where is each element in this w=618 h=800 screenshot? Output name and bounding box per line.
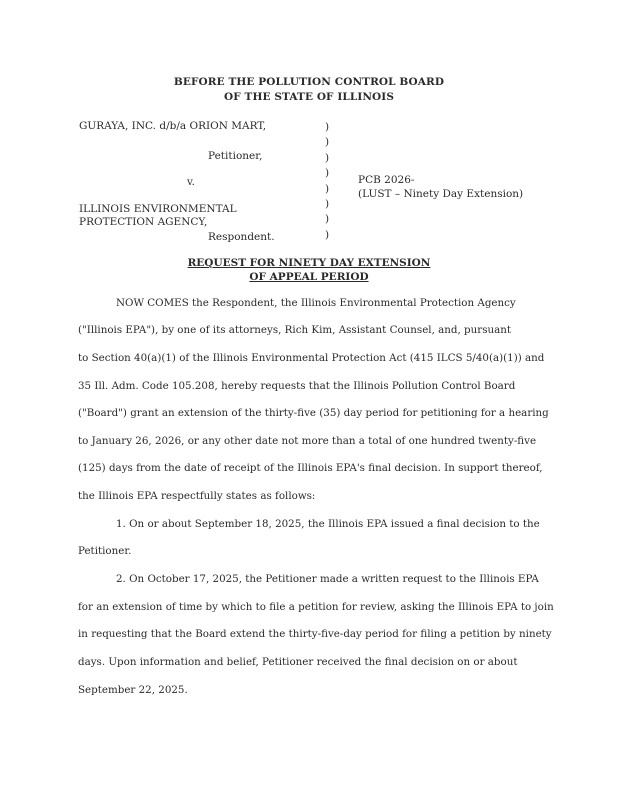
body-line: the Illinois EPA respectfully states as follows: [78, 490, 316, 502]
body-line: to January 26, 2026, or any other date not more than a total of one hundred twenty-five [78, 435, 537, 447]
paragraph-2-line: September 22, 2025. [78, 684, 188, 696]
body-line: NOW COMES the Respondent, the Illinois Environmental Protection Agency [116, 297, 516, 309]
case-number: PCB 2026- [358, 174, 415, 186]
paragraph-2-line: days. Upon information and belief, Petitioner received the final decision on or about [78, 656, 518, 668]
body-line: ("Illinois EPA"), by one of its attorneys, Rich Kim, Assistant Counsel, and, pursuant [78, 324, 512, 336]
respondent-role: Respondent. [208, 231, 275, 243]
board-header-line-1: BEFORE THE POLLUTION CONTROL BOARD [173, 76, 445, 88]
versus-label: v. [187, 176, 196, 188]
document-title-line-2: OF APPEAL PERIOD [249, 271, 369, 283]
paragraph-1-line: Petitioner. [78, 545, 132, 557]
paragraph-2-line: for an extension of time by which to file a petition for review, asking the Illinois EPA to join [78, 601, 554, 613]
board-header-line-2: OF THE STATE OF ILLINOIS [224, 91, 394, 103]
body-line: to Section 40(a)(1) of the Illinois Environmental Protection Act (415 ILCS 5/40(a)(1)) and [78, 352, 545, 364]
body-line: 35 Ill. Adm. Code 105.208, hereby requests that the Illinois Pollution Control Board [78, 380, 516, 392]
case-type: (LUST – Ninety Day Extension) [358, 188, 524, 200]
respondent-name-line-2: PROTECTION AGENCY, [79, 216, 208, 228]
caption-brackets: ) ) ) ) ) ) ) ) [325, 121, 330, 241]
paragraph-2-line: in requesting that the Board extend the thirty-five-day period for filing a petition by ninety [78, 628, 552, 640]
body-line: ("Board") grant an extension of the thirty-five (35) day period for petitioning for a hearing [78, 407, 549, 419]
petitioner-role: Petitioner, [208, 150, 263, 162]
body-line: (125) days from the date of receipt of the Illinois EPA's final decision. In support thereof, [78, 462, 543, 474]
respondent-name-line-1: ILLINOIS ENVIRONMENTAL [79, 203, 237, 215]
document-title-line-1: REQUEST FOR NINETY DAY EXTENSION [187, 257, 431, 269]
paragraph-1-line: 1. On or about September 18, 2025, the Illinois EPA issued a final decision to the [116, 518, 540, 530]
paragraph-2-line: 2. On October 17, 2025, the Petitioner made a written request to the Illinois EPA [116, 573, 539, 585]
petitioner-name: GURAYA, INC. d/b/a ORION MART, [79, 120, 267, 132]
